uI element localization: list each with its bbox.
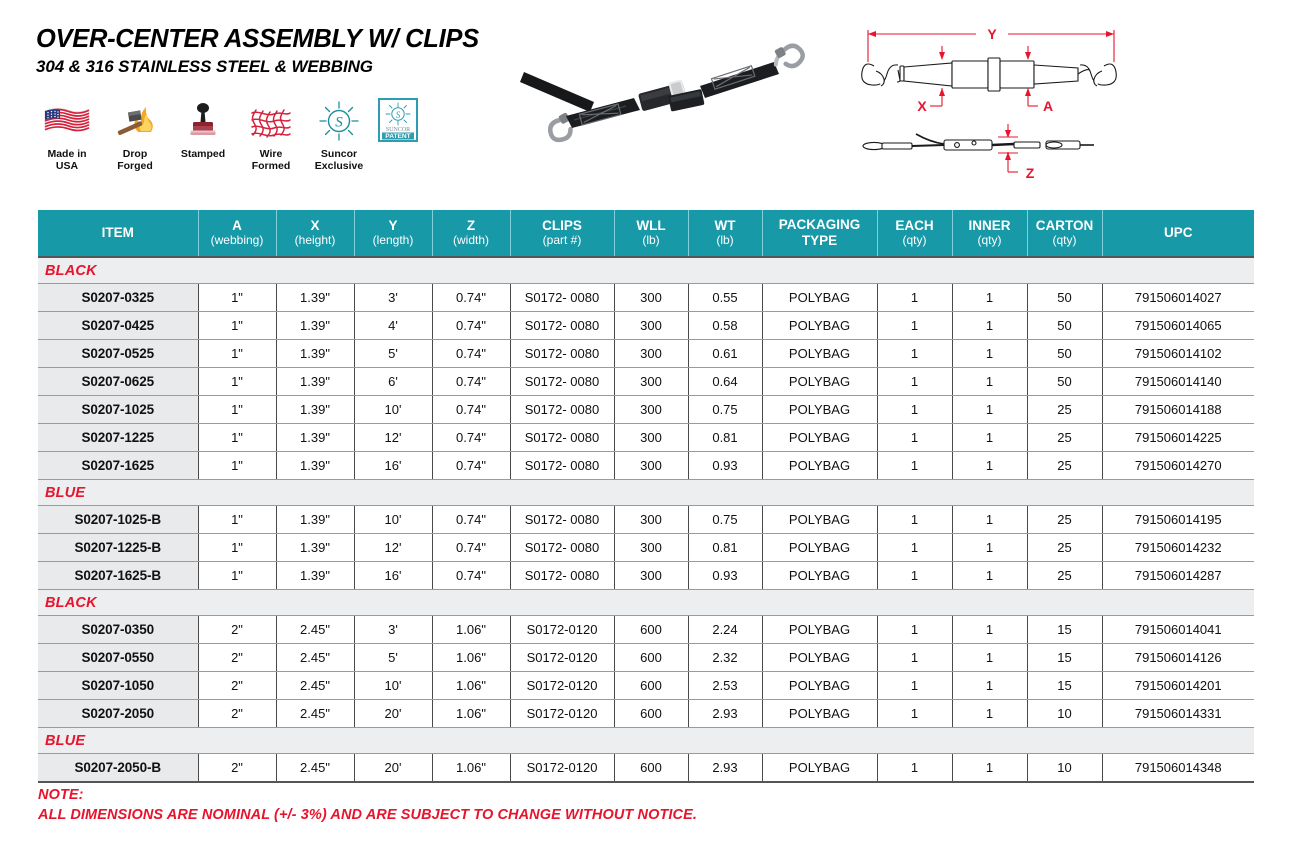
- cell-packaging-type: POLYBAG: [762, 754, 877, 783]
- cell-each: 1: [877, 368, 952, 396]
- cell-item: S0207-1225: [38, 424, 198, 452]
- cell-item: S0207-1225-B: [38, 534, 198, 562]
- cell-wt: 0.64: [688, 368, 762, 396]
- badge-label: Suncor Exclusive: [314, 148, 364, 173]
- cell-packaging-type: POLYBAG: [762, 424, 877, 452]
- table-body: [38, 257, 1254, 782]
- cell-packaging-type: POLYBAG: [762, 700, 877, 728]
- cell-upc: 791506014331: [1102, 700, 1254, 728]
- cell-z: 0.74": [432, 452, 510, 480]
- cell-inner: 1: [952, 424, 1027, 452]
- cell-packaging-type: POLYBAG: [762, 396, 877, 424]
- cell-inner: 1: [952, 340, 1027, 368]
- column-header-label: INNER: [968, 218, 1011, 234]
- cell-inner: 1: [952, 452, 1027, 480]
- section-label: BLACK: [38, 257, 1254, 284]
- cell-item: S0207-0550: [38, 644, 198, 672]
- cell-upc: 791506014041: [1102, 616, 1254, 644]
- cell-carton: 15: [1027, 644, 1102, 672]
- page-subtitle: 304 & 316 STAINLESS STEEL & WEBBING: [36, 56, 373, 76]
- cell-item: S0207-1050: [38, 672, 198, 700]
- cell-wll: 300: [614, 284, 688, 312]
- cell-x: 1.39": [276, 562, 354, 590]
- cell-upc: 791506014027: [1102, 284, 1254, 312]
- cell-wt: 0.93: [688, 562, 762, 590]
- column-header-label: CARTON: [1035, 218, 1094, 234]
- section-label: BLUE: [38, 480, 1254, 506]
- column-header-carton: [1027, 210, 1102, 257]
- cell-upc: 791506014140: [1102, 368, 1254, 396]
- note-text: ALL DIMENSIONS ARE NOMINAL (+/- 3%) AND ARE SUBJECT TO CHANGE WITHOUT NOTICE.: [38, 806, 698, 823]
- badge-wire-formed: [240, 98, 302, 172]
- column-header-y: [354, 210, 432, 257]
- column-header-label: CLIPS: [542, 218, 582, 234]
- cell-clips: S0172- 0080: [510, 506, 614, 534]
- cell-clips: S0172-0120: [510, 754, 614, 783]
- cell-a: 1": [198, 312, 276, 340]
- section-header-row: [38, 728, 1254, 754]
- cell-y: 3': [354, 616, 432, 644]
- cell-clips: S0172- 0080: [510, 534, 614, 562]
- cell-z: 0.74": [432, 368, 510, 396]
- cell-inner: 1: [952, 534, 1027, 562]
- cell-y: 3': [354, 284, 432, 312]
- cell-clips: S0172- 0080: [510, 284, 614, 312]
- svg-text:Z: Z: [1025, 165, 1035, 181]
- cell-packaging-type: POLYBAG: [762, 284, 877, 312]
- cell-y: 6': [354, 368, 432, 396]
- cell-y: 10': [354, 672, 432, 700]
- cell-x: 2.45": [276, 616, 354, 644]
- column-header-unit: (webbing): [210, 232, 264, 247]
- cell-item: S0207-2050: [38, 700, 198, 728]
- cell-wll: 300: [614, 534, 688, 562]
- cell-item: S0207-0425: [38, 312, 198, 340]
- cell-wt: 0.75: [688, 396, 762, 424]
- svg-text:S: S: [395, 110, 401, 120]
- cell-a: 2": [198, 644, 276, 672]
- cell-z: 0.74": [432, 424, 510, 452]
- cell-each: 1: [877, 562, 952, 590]
- cell-item: S0207-0350: [38, 616, 198, 644]
- cell-each: 1: [877, 754, 952, 783]
- cell-carton: 10: [1027, 700, 1102, 728]
- column-header-unit: (qty): [902, 232, 927, 247]
- cell-inner: 1: [952, 616, 1027, 644]
- table-row[interactable]: [38, 506, 1254, 534]
- cell-packaging-type: POLYBAG: [762, 312, 877, 340]
- table-row[interactable]: [38, 452, 1254, 480]
- cell-x: 1.39": [276, 368, 354, 396]
- cell-y: 20': [354, 700, 432, 728]
- cell-y: 4': [354, 312, 432, 340]
- cell-inner: 1: [952, 312, 1027, 340]
- table-row[interactable]: [38, 562, 1254, 590]
- cell-item: S0207-0625: [38, 368, 198, 396]
- column-header-unit: (qty): [977, 232, 1002, 247]
- cell-wt: 0.55: [688, 284, 762, 312]
- cell-z: 0.74": [432, 534, 510, 562]
- cell-packaging-type: POLYBAG: [762, 506, 877, 534]
- cell-z: 1.06": [432, 700, 510, 728]
- cell-wt: 2.93: [688, 700, 762, 728]
- cell-clips: S0172-0120: [510, 616, 614, 644]
- cell-y: 5': [354, 644, 432, 672]
- cell-each: 1: [877, 340, 952, 368]
- cell-y: 12': [354, 424, 432, 452]
- cell-carton: 50: [1027, 284, 1102, 312]
- cell-wll: 300: [614, 452, 688, 480]
- cell-upc: 791506014225: [1102, 424, 1254, 452]
- cell-wt: 0.81: [688, 424, 762, 452]
- cell-z: 1.06": [432, 754, 510, 783]
- cell-y: 12': [354, 534, 432, 562]
- cell-clips: S0172- 0080: [510, 368, 614, 396]
- column-header-unit: (part #): [542, 232, 582, 247]
- cell-each: 1: [877, 424, 952, 452]
- cell-item: S0207-2050-B: [38, 754, 198, 783]
- wire-formed-icon: [249, 98, 293, 144]
- cell-y: 10': [354, 396, 432, 424]
- cell-wll: 600: [614, 616, 688, 644]
- cell-x: 2.45": [276, 672, 354, 700]
- cell-z: 0.74": [432, 340, 510, 368]
- badge-drop-forged: [104, 98, 166, 172]
- cell-packaging-type: POLYBAG: [762, 562, 877, 590]
- cell-a: 2": [198, 754, 276, 783]
- cell-z: 0.74": [432, 506, 510, 534]
- diagram-side-view: [863, 124, 1094, 181]
- cell-packaging-type: POLYBAG: [762, 368, 877, 396]
- cell-a: 1": [198, 396, 276, 424]
- cell-upc: 791506014102: [1102, 340, 1254, 368]
- cell-upc: 791506014188: [1102, 396, 1254, 424]
- section-header-row: [38, 257, 1254, 284]
- svg-text:PATENT: PATENT: [385, 133, 411, 141]
- badge-label: Drop Forged: [117, 148, 153, 173]
- cell-x: 1.39": [276, 284, 354, 312]
- cell-wt: 2.32: [688, 644, 762, 672]
- table-row[interactable]: [38, 534, 1254, 562]
- cell-clips: S0172- 0080: [510, 452, 614, 480]
- cell-upc: 791506014232: [1102, 534, 1254, 562]
- table-row[interactable]: [38, 368, 1254, 396]
- suncor-exclusive-icon: [318, 98, 360, 144]
- sheet-header: [0, 0, 1292, 196]
- cell-inner: 1: [952, 672, 1027, 700]
- column-header-label: EACH: [895, 218, 934, 234]
- cell-wt: 0.58: [688, 312, 762, 340]
- cell-x: 1.39": [276, 424, 354, 452]
- cell-z: 1.06": [432, 672, 510, 700]
- cell-carton: 25: [1027, 534, 1102, 562]
- cell-each: 1: [877, 616, 952, 644]
- cell-wt: 2.24: [688, 616, 762, 644]
- cell-wll: 300: [614, 506, 688, 534]
- diagram-top-view: [862, 26, 1117, 114]
- svg-text:X: X: [917, 98, 927, 114]
- cell-carton: 50: [1027, 312, 1102, 340]
- svg-text:S: S: [335, 114, 343, 131]
- cell-item: S0207-0525: [38, 340, 198, 368]
- cell-each: 1: [877, 672, 952, 700]
- spec-table: [38, 210, 1254, 783]
- column-header-label: X: [310, 218, 320, 234]
- cell-each: 1: [877, 312, 952, 340]
- cell-x: 1.39": [276, 506, 354, 534]
- cell-inner: 1: [952, 284, 1027, 312]
- cell-packaging-type: POLYBAG: [762, 340, 877, 368]
- column-header-wll: [614, 210, 688, 257]
- cell-a: 1": [198, 452, 276, 480]
- cell-item: S0207-0325: [38, 284, 198, 312]
- cell-a: 1": [198, 424, 276, 452]
- cell-packaging-type: POLYBAG: [762, 672, 877, 700]
- cell-upc: 791506014126: [1102, 644, 1254, 672]
- cell-each: 1: [877, 700, 952, 728]
- table-row[interactable]: [38, 396, 1254, 424]
- section-header-row: [38, 480, 1254, 506]
- cell-x: 2.45": [276, 700, 354, 728]
- dimension-diagrams: [856, 18, 1136, 190]
- table-header-row: [38, 210, 1254, 257]
- column-header-a: [198, 210, 276, 257]
- svg-text:A: A: [1042, 98, 1054, 114]
- cell-clips: S0172-0120: [510, 644, 614, 672]
- cell-upc: 791506014287: [1102, 562, 1254, 590]
- cell-y: 10': [354, 506, 432, 534]
- cell-wll: 300: [614, 312, 688, 340]
- cell-clips: S0172- 0080: [510, 424, 614, 452]
- cell-a: 1": [198, 534, 276, 562]
- badge-label: Made in USA: [47, 148, 87, 173]
- column-header-clips: [510, 210, 614, 257]
- cell-inner: 1: [952, 700, 1027, 728]
- cell-clips: S0172-0120: [510, 700, 614, 728]
- cell-x: 1.39": [276, 452, 354, 480]
- cell-wt: 0.61: [688, 340, 762, 368]
- table-row[interactable]: [38, 340, 1254, 368]
- stamped-icon: [183, 98, 223, 144]
- column-header-unit: (height): [294, 232, 336, 247]
- column-header-inner: [952, 210, 1027, 257]
- cell-wll: 600: [614, 700, 688, 728]
- cell-carton: 25: [1027, 424, 1102, 452]
- column-header-packaging-type: [762, 210, 877, 257]
- column-header-unit: (lb): [716, 232, 734, 247]
- product-photo: [516, 24, 836, 174]
- title-block: [36, 26, 479, 77]
- column-header-label: WLL: [636, 218, 666, 234]
- cell-a: 1": [198, 506, 276, 534]
- cell-wll: 300: [614, 368, 688, 396]
- badge-stamped: [172, 98, 234, 160]
- cell-wt: 0.93: [688, 452, 762, 480]
- column-header-label: A: [232, 218, 242, 234]
- column-header-x: [276, 210, 354, 257]
- table-row[interactable]: [38, 644, 1254, 672]
- cell-carton: 25: [1027, 506, 1102, 534]
- cell-a: 2": [198, 616, 276, 644]
- cell-wt: 2.93: [688, 754, 762, 783]
- cell-each: 1: [877, 506, 952, 534]
- column-header-label: Y: [388, 218, 398, 234]
- cell-packaging-type: POLYBAG: [762, 534, 877, 562]
- table-row[interactable]: [38, 754, 1254, 783]
- column-header-unit: (lb): [642, 232, 660, 247]
- badge-made-in-usa: [36, 98, 98, 172]
- cell-packaging-type: POLYBAG: [762, 644, 877, 672]
- section-label: BLUE: [38, 728, 1254, 754]
- table-row[interactable]: [38, 284, 1254, 312]
- cell-upc: 791506014201: [1102, 672, 1254, 700]
- table-row[interactable]: [38, 700, 1254, 728]
- cell-item: S0207-1625-B: [38, 562, 198, 590]
- cell-upc: 791506014270: [1102, 452, 1254, 480]
- cell-x: 1.39": [276, 534, 354, 562]
- cell-inner: 1: [952, 562, 1027, 590]
- column-header-label: Z: [466, 218, 476, 234]
- usa-flag-icon: [43, 98, 91, 144]
- cell-carton: 15: [1027, 616, 1102, 644]
- cell-y: 16': [354, 452, 432, 480]
- cell-wt: 0.81: [688, 534, 762, 562]
- table-row[interactable]: [38, 312, 1254, 340]
- note-heading: NOTE:: [38, 787, 84, 803]
- cell-upc: 791506014065: [1102, 312, 1254, 340]
- cell-wll: 600: [614, 644, 688, 672]
- cell-upc: 791506014195: [1102, 506, 1254, 534]
- badge-suncor-exclusive: [308, 98, 370, 172]
- cell-x: 1.39": [276, 396, 354, 424]
- cell-y: 20': [354, 754, 432, 783]
- cell-packaging-type: POLYBAG: [762, 452, 877, 480]
- svg-text:Y: Y: [987, 26, 997, 42]
- cell-packaging-type: POLYBAG: [762, 616, 877, 644]
- cell-z: 0.74": [432, 396, 510, 424]
- column-header-unit: (qty): [1052, 232, 1077, 247]
- page-title: OVER-CENTER ASSEMBLY W/ CLIPS: [36, 25, 479, 53]
- svg-text:SUNCOR: SUNCOR: [385, 127, 411, 133]
- cell-wll: 600: [614, 754, 688, 783]
- column-header-item: [38, 210, 198, 257]
- badge-suncor-patent: [376, 98, 420, 144]
- table-row[interactable]: [38, 672, 1254, 700]
- cell-carton: 25: [1027, 396, 1102, 424]
- cell-y: 16': [354, 562, 432, 590]
- cell-a: 2": [198, 672, 276, 700]
- cell-inner: 1: [952, 368, 1027, 396]
- column-header-label: ITEM: [101, 225, 134, 241]
- cell-carton: 25: [1027, 562, 1102, 590]
- cell-x: 1.39": [276, 340, 354, 368]
- spec-table-container: [38, 210, 1254, 783]
- table-row[interactable]: [38, 616, 1254, 644]
- cell-a: 1": [198, 368, 276, 396]
- column-header-z: [432, 210, 510, 257]
- cell-carton: 25: [1027, 452, 1102, 480]
- badge-label: Wire Formed: [251, 148, 291, 173]
- cell-each: 1: [877, 452, 952, 480]
- cell-each: 1: [877, 396, 952, 424]
- cell-y: 5': [354, 340, 432, 368]
- cell-x: 2.45": [276, 754, 354, 783]
- cell-each: 1: [877, 534, 952, 562]
- cell-z: 1.06": [432, 616, 510, 644]
- cell-item: S0207-1025: [38, 396, 198, 424]
- cell-carton: 15: [1027, 672, 1102, 700]
- cell-each: 1: [877, 284, 952, 312]
- section-label: BLACK: [38, 590, 1254, 616]
- feature-badges: [36, 98, 420, 172]
- column-header-label: WT: [714, 218, 736, 234]
- cell-wll: 300: [614, 396, 688, 424]
- cell-clips: S0172- 0080: [510, 396, 614, 424]
- drop-forged-icon: [112, 98, 158, 144]
- cell-wll: 300: [614, 424, 688, 452]
- cell-inner: 1: [952, 644, 1027, 672]
- table-row[interactable]: [38, 424, 1254, 452]
- cell-clips: S0172- 0080: [510, 312, 614, 340]
- cell-wll: 600: [614, 672, 688, 700]
- cell-wt: 2.53: [688, 672, 762, 700]
- cell-clips: S0172-0120: [510, 672, 614, 700]
- cell-carton: 50: [1027, 340, 1102, 368]
- cell-a: 2": [198, 700, 276, 728]
- column-header-wt: [688, 210, 762, 257]
- cell-a: 1": [198, 340, 276, 368]
- cell-inner: 1: [952, 396, 1027, 424]
- cell-z: 1.06": [432, 644, 510, 672]
- cell-carton: 10: [1027, 754, 1102, 783]
- cell-clips: S0172- 0080: [510, 562, 614, 590]
- cell-x: 1.39": [276, 312, 354, 340]
- cell-x: 2.45": [276, 644, 354, 672]
- cell-upc: 791506014348: [1102, 754, 1254, 783]
- cell-a: 1": [198, 562, 276, 590]
- column-header-unit: (width): [452, 232, 489, 247]
- cell-z: 0.74": [432, 284, 510, 312]
- cell-item: S0207-1625: [38, 452, 198, 480]
- cell-z: 0.74": [432, 312, 510, 340]
- column-header-upc: [1102, 210, 1254, 257]
- suncor-patent-icon: [378, 98, 418, 144]
- column-header-unit: (length): [372, 232, 414, 247]
- cell-inner: 1: [952, 754, 1027, 783]
- cell-wll: 300: [614, 340, 688, 368]
- cell-z: 0.74": [432, 562, 510, 590]
- cell-a: 1": [198, 284, 276, 312]
- cell-wt: 0.75: [688, 506, 762, 534]
- cell-carton: 50: [1027, 368, 1102, 396]
- column-header-label: PACKAGING TYPE: [778, 217, 861, 248]
- badge-label: Stamped: [180, 148, 226, 160]
- cell-inner: 1: [952, 506, 1027, 534]
- section-header-row: [38, 590, 1254, 616]
- column-header-label: UPC: [1163, 225, 1193, 241]
- column-header-each: [877, 210, 952, 257]
- cell-wll: 300: [614, 562, 688, 590]
- cell-item: S0207-1025-B: [38, 506, 198, 534]
- cell-each: 1: [877, 644, 952, 672]
- footer-note: [38, 786, 697, 825]
- cell-clips: S0172- 0080: [510, 340, 614, 368]
